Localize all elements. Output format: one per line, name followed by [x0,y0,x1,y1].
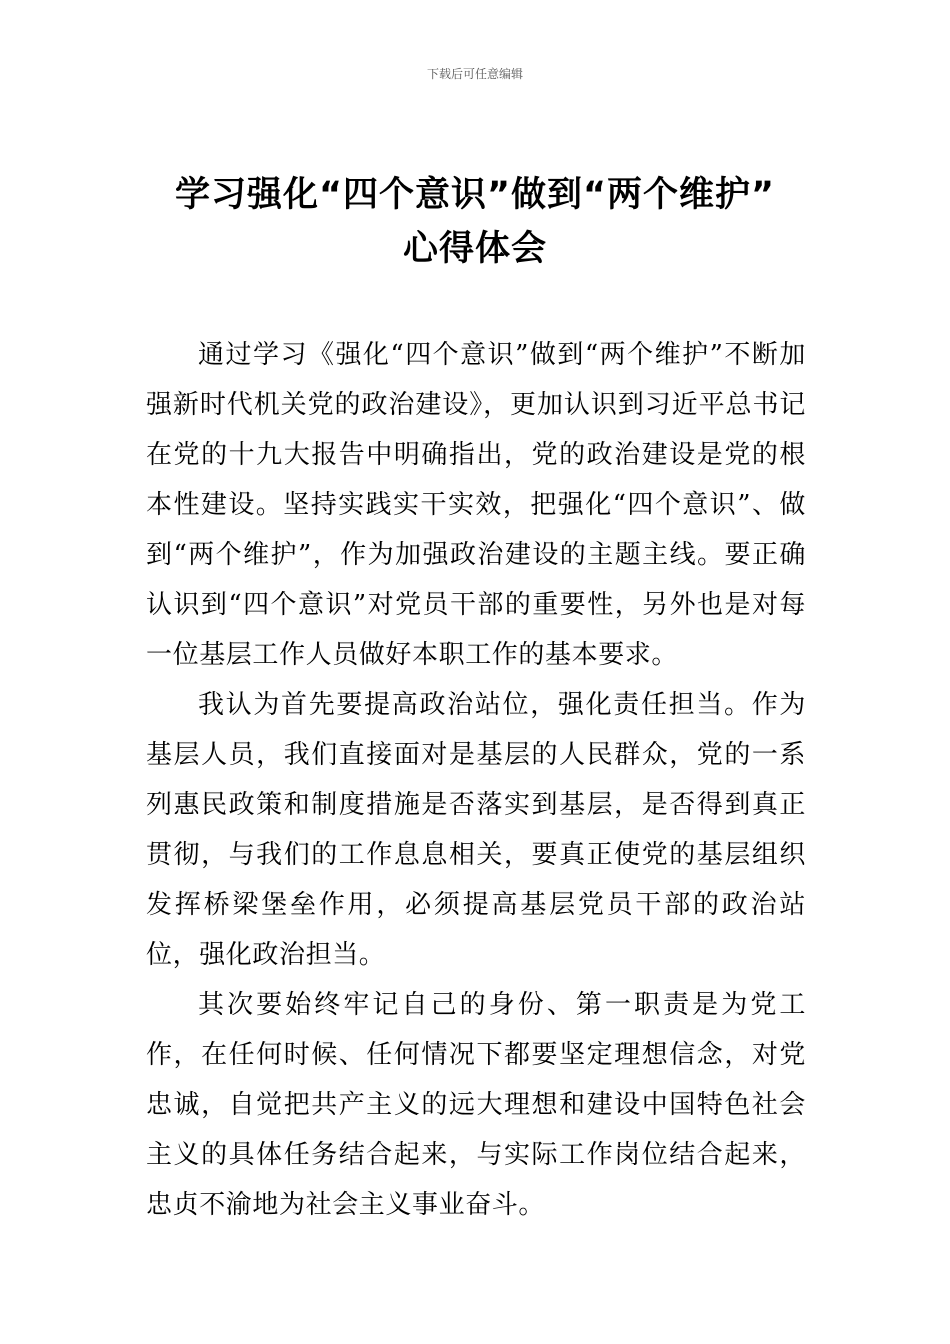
paragraph-3: 其次要始终牢记自己的身份、第一职责是为党工作，在任何时候、任何情况下都要坚定理想信念，对党忠诚，自觉把共产主义的远大理想和建设中国特色社会主义的具体任务结合起来，与实际工作岗位结合起来，忠贞不渝地为社会主义事业奋斗。 [146,990,806,1220]
document-body [146,330,806,1230]
title-line-2: 心得体会 [402,229,547,269]
title-line-1: 学习强化“四个意识”做到“两个维护” [174,175,775,215]
document-title [100,168,850,276]
paragraph-2: 我认为首先要提高政治站位，强化责任担当。作为基层人员，我们直接面对是基层的人民群众，党的一系列惠民政策和制度措施是否落实到基层，是否得到真正贯彻，与我们的工作息息相关，要真正使党的基层组织发挥桥梁堡垒作用，必须提高基层党员干部的政治站位，强化政治担当。 [146,690,806,970]
paragraph-1: 通过学习《强化“四个意识”做到“两个维护”不断加强新时代机关党的政治建设》，更加认识到习近平总书记在党的十九大报告中明确指出，党的政治建设是党的根本性建设。坚持实践实干实效，把强化“四个意识”、做到“两个维护”，作为加强政治建设的主题主线。要正确认识到“四个意识”对党员干部的重要性，另外也是对每一位基层工作人员做好本职工作的基本要求。 [146,340,806,670]
header-note: 下载后可任意编辑 [426,67,523,81]
